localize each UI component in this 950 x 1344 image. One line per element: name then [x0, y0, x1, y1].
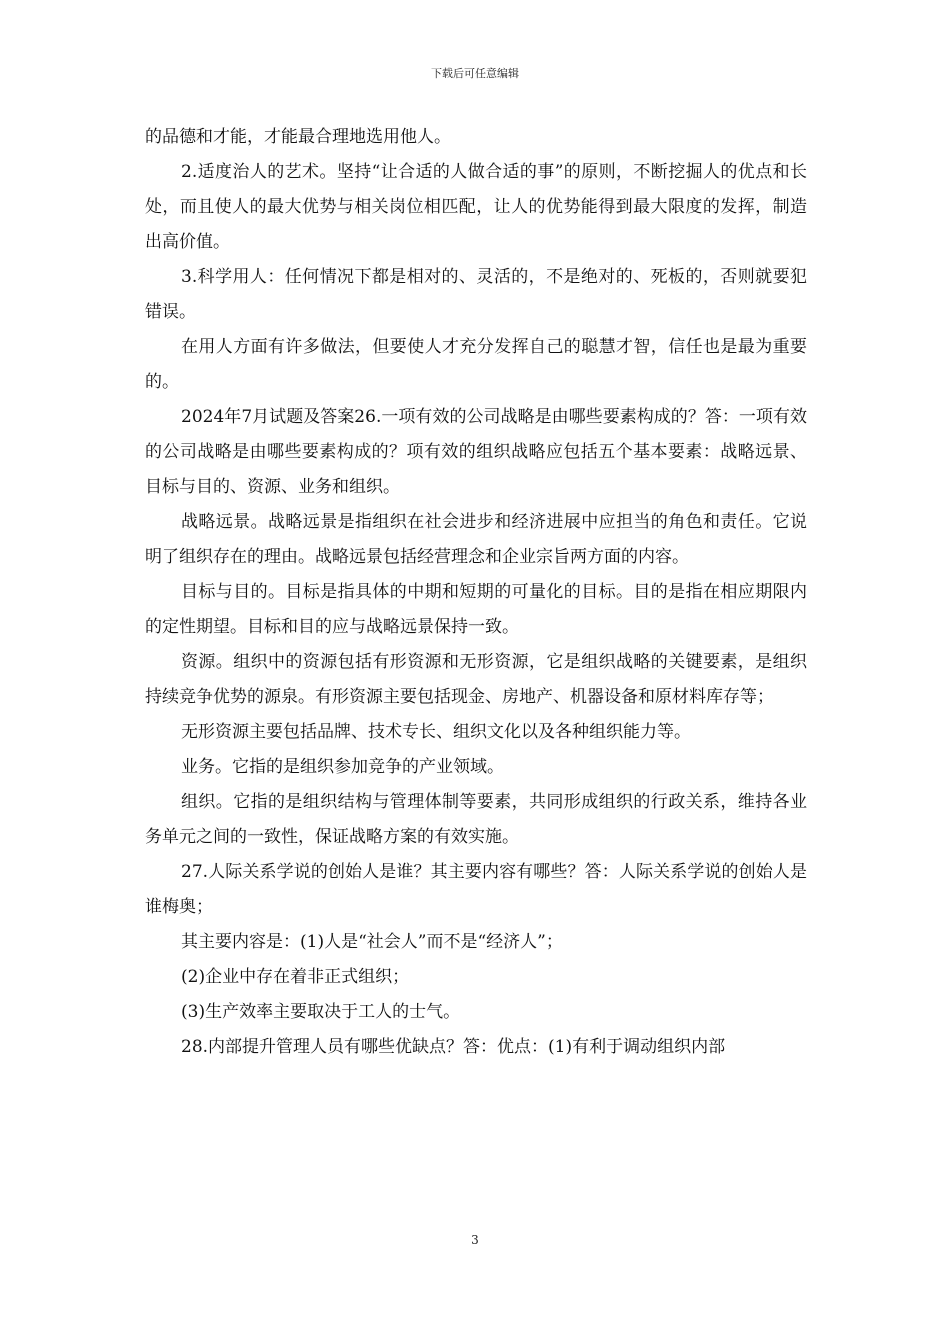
paragraph: 的品德和才能，才能最合理地选用他人。: [145, 127, 451, 147]
paragraph: 战略远景。战略远景是指组织在社会进步和经济进展中应担当的角色和责任。它说明了组织存在的理由。战略远景包括经营理念和企业宗旨两方面的内容。: [145, 512, 807, 567]
paragraph: 3.科学用人：任何情况下都是相对的、灵活的，不是绝对的、死板的，否则就要犯错误。: [145, 267, 807, 322]
paragraph: 目标与目的。目标是指具体的中期和短期的可量化的目标。目的是指在相应期限内的定性期望。目标和目的应与战略远景保持一致。: [145, 582, 807, 637]
paragraph: 2024年7月试题及答案26.一项有效的公司战略是由哪些要素构成的？答：一项有效的公司战略是由哪些要素构成的？项有效的组织战略应包括五个基本要素：战略远景、目标与目的、资源、业务和组织。: [145, 407, 807, 497]
page-header: 下载后可任意编辑: [431, 67, 519, 80]
paragraph: 在用人方面有许多做法，但要使人才充分发挥自己的聪慧才智，信任也是最为重要的。: [145, 337, 807, 392]
paragraph: 组织。它指的是组织结构与管理体制等要素，共同形成组织的行政关系，维持各业务单元之间的一致性，保证战略方案的有效实施。: [145, 792, 807, 847]
paragraph: (3)生产效率主要取决于工人的士气。: [181, 1002, 461, 1022]
paragraph: 27.人际关系学说的创始人是谁？其主要内容有哪些？答：人际关系学说的创始人是谁梅奥；: [145, 862, 807, 917]
paragraph: 资源。组织中的资源包括有形资源和无形资源，它是组织战略的关键要素，是组织持续竞争优势的源泉。有形资源主要包括现金、房地产、机器设备和原材料库存等；: [145, 652, 807, 707]
paragraph: 业务。它指的是组织参加竞争的产业领域。: [181, 757, 504, 777]
page-number: 3: [471, 1233, 479, 1247]
document-body: [145, 120, 807, 1065]
paragraph: 2.适度治人的艺术。坚持“让合适的人做合适的事”的原则，不断挖掘人的优点和长处，而且使人的最大优势与相关岗位相匹配，让人的优势能得到最大限度的发挥，制造出高价值。: [145, 162, 807, 252]
paragraph: 28.内部提升管理人员有哪些优缺点？答：优点：(1)有利于调动组织内部: [181, 1037, 726, 1057]
paragraph: 其主要内容是：(1)人是“社会人”而不是“经济人”；: [181, 932, 563, 952]
paragraph: 无形资源主要包括品牌、技术专长、组织文化以及各种组织能力等。: [181, 722, 691, 742]
paragraph: (2)企业中存在着非正式组织；: [181, 967, 410, 987]
